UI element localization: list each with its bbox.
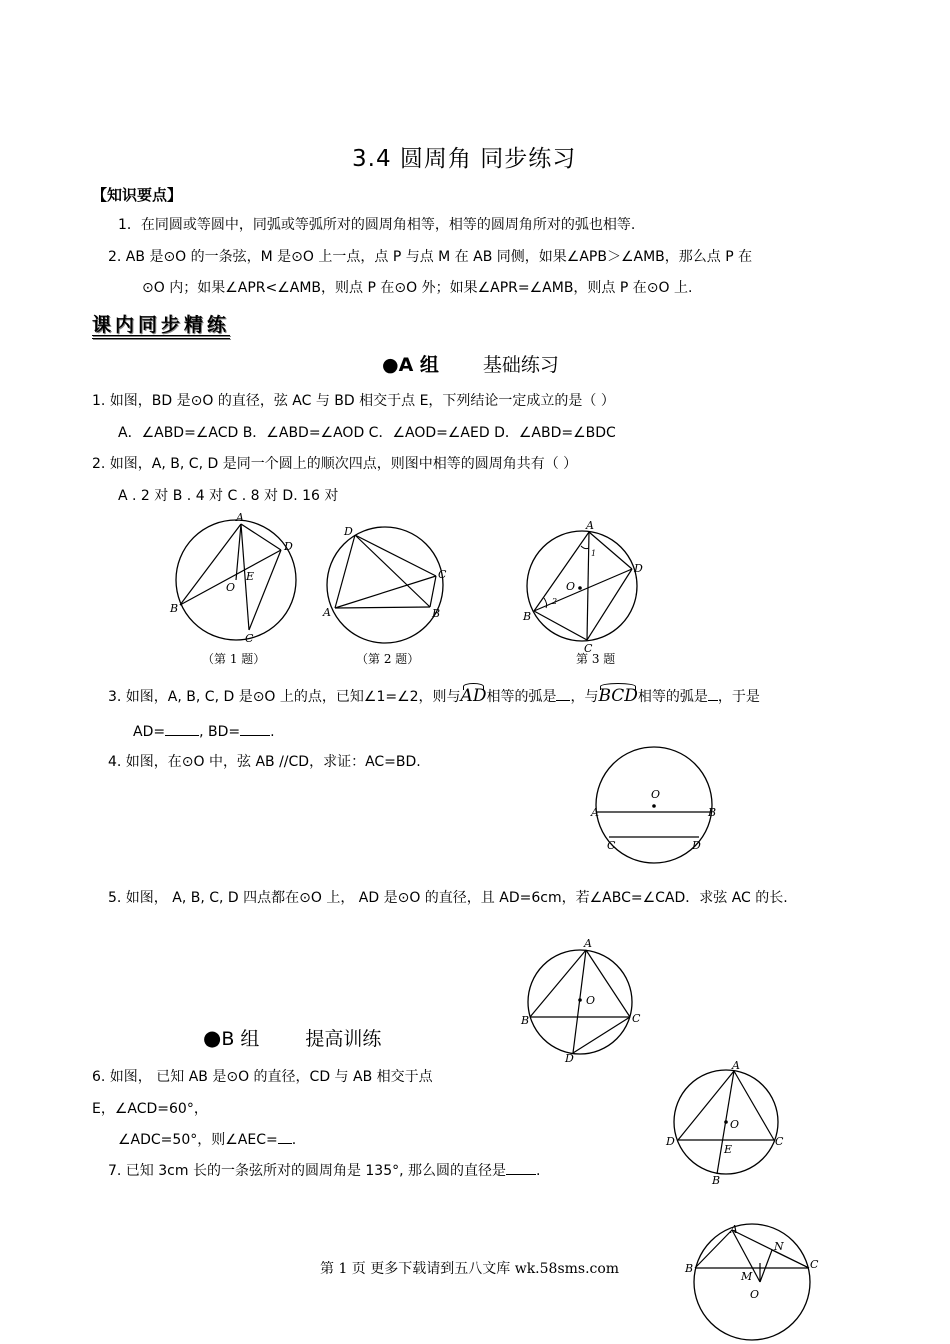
question-6-line-3 bbox=[118, 1129, 296, 1149]
answer-blank[interactable] bbox=[506, 1160, 536, 1175]
figure-3 bbox=[518, 520, 658, 670]
question-6-period: . bbox=[291, 1132, 297, 1148]
label-b: B bbox=[432, 607, 441, 620]
group-b-heading bbox=[203, 1024, 381, 1051]
figure-4 bbox=[588, 760, 728, 860]
question-6-line-1: 6. 如图， 已知 AB 是⊙O 的直径，CD 与 AB 相交于点 bbox=[92, 1069, 433, 1085]
group-a-heading bbox=[382, 350, 559, 377]
bullet-icon: ● bbox=[203, 1026, 222, 1050]
answer-blank[interactable] bbox=[240, 721, 270, 736]
figure-1-caption: （第 1 题） bbox=[202, 652, 266, 666]
question-3-text-a: 3. 如图，A, B, C, D 是⊙O 上的点，已知∠1=∠2，则与 bbox=[108, 689, 461, 705]
label-d: D bbox=[284, 540, 293, 553]
label-a: A bbox=[730, 1223, 738, 1236]
bullet-icon: ● bbox=[382, 354, 399, 376]
page-footer: 第 1 页 更多下载请到五八文库 wk.58sms.com bbox=[320, 1261, 620, 1277]
answer-blank[interactable] bbox=[708, 686, 718, 701]
label-c: C bbox=[438, 568, 447, 581]
figure-3-caption: 第 3 题 bbox=[576, 652, 616, 666]
label-c: C bbox=[775, 1135, 784, 1148]
label-n: N bbox=[774, 1240, 784, 1253]
figure-1 bbox=[160, 510, 310, 670]
group-b-name: B 组 bbox=[221, 1028, 260, 1050]
label-b: B bbox=[685, 1262, 694, 1275]
question-2-options: A . 2 对 B . 4 对 C . 8 对 D. 16 对 bbox=[118, 488, 339, 504]
figure-2 bbox=[318, 515, 468, 670]
label-d: D bbox=[565, 1052, 574, 1065]
group-b-subtitle: 提高训练 bbox=[305, 1028, 382, 1050]
question-4-stem: 4. 如图，在⊙O 中，弦 AB //CD，求证：AC=BD. bbox=[108, 754, 421, 770]
label-b: B bbox=[521, 1014, 530, 1027]
question-7-stem bbox=[108, 1160, 540, 1180]
label-o: O bbox=[750, 1288, 760, 1301]
label-o: O bbox=[730, 1118, 740, 1131]
answer-blank[interactable] bbox=[165, 721, 199, 736]
label-o: O bbox=[651, 788, 661, 801]
label-o: O bbox=[566, 580, 576, 593]
label-o: O bbox=[226, 581, 236, 594]
section-title: 课内同步精练 bbox=[92, 314, 231, 336]
label-a: A bbox=[586, 519, 594, 532]
figure-6 bbox=[660, 1060, 800, 1190]
question-5-stem: 5. 如图， A, B, C, D 四点都在⊙O 上， AD 是⊙O 的直径，且 AD=6cm，若∠ABC=∠CAD．求弦 AC 的长. bbox=[108, 890, 788, 906]
question-3-text-c: ，与 bbox=[570, 689, 599, 705]
question-1-options: A．∠ABD=∠ACD B．∠ABD=∠AOD C．∠AOD=∠AED D．∠ABD=∠BDC bbox=[118, 425, 616, 441]
label-a: A bbox=[732, 1059, 740, 1072]
question-7-text: 7. 已知 3cm 长的一条弦所对的圆周角是 135°, 那么圆的直径是 bbox=[108, 1163, 507, 1179]
label-e: E bbox=[246, 570, 255, 583]
knowledge-point-2-line-1: 2. AB 是⊙O 的一条弦，M 是⊙O 上一点，点 P 与点 M 在 AB 同侧，如果∠APB＞∠AMB，那么点 P 在 bbox=[108, 249, 753, 265]
label-a: A bbox=[591, 806, 599, 819]
figure-5 bbox=[518, 930, 658, 1070]
figure-7 bbox=[685, 1220, 830, 1344]
label-c: C bbox=[810, 1258, 819, 1271]
question-3-ad-label: AD= bbox=[133, 724, 166, 740]
knowledge-point-2-line-2: ⊙O 内；如果∠APR<∠AMB，则点 P 在⊙O 外；如果∠APR=∠AMB，则点 P 在⊙O 上. bbox=[142, 280, 693, 296]
answer-blank[interactable] bbox=[278, 1129, 292, 1144]
label-c: C bbox=[245, 632, 254, 645]
label-angle-1: 1 bbox=[591, 549, 597, 558]
question-3-line-2 bbox=[133, 721, 275, 740]
label-a: A bbox=[236, 511, 244, 524]
label-d: D bbox=[692, 839, 701, 852]
label-o: O bbox=[586, 994, 596, 1007]
label-a: A bbox=[323, 606, 331, 619]
question-3-text-e: ，于是 bbox=[717, 689, 760, 705]
label-b: B bbox=[170, 602, 179, 615]
question-7-period: . bbox=[536, 1163, 541, 1179]
label-b: B bbox=[712, 1174, 721, 1187]
label-angle-2: 2 bbox=[552, 597, 558, 606]
label-d: D bbox=[634, 562, 643, 575]
question-3-text-b: 相等的弧是 bbox=[486, 689, 557, 705]
group-a-subtitle: 基础练习 bbox=[482, 354, 559, 376]
question-6-line-2: E，∠ACD=60°， bbox=[92, 1101, 208, 1117]
arc-bcd: BCD bbox=[598, 686, 638, 706]
arc-ad: AD bbox=[460, 686, 487, 706]
label-d: D bbox=[666, 1135, 675, 1148]
question-2-stem: 2. 如图，A, B, C, D 是同一个圆上的顺次四点，则图中相等的圆周角共有（ ） bbox=[92, 456, 578, 472]
label-c: C bbox=[584, 642, 593, 655]
label-e: E bbox=[724, 1143, 733, 1156]
label-b: B bbox=[708, 806, 717, 819]
knowledge-point-1: 1．在同圆或等圆中，同弧或等弧所对的圆周角相等，相等的圆周角所对的弧也相等. bbox=[118, 217, 636, 233]
label-b: B bbox=[523, 610, 532, 623]
label-a: A bbox=[584, 937, 592, 950]
page-title: 3.4 圆周角 同步练习 bbox=[352, 146, 577, 172]
answer-blank[interactable] bbox=[556, 686, 570, 701]
question-3-bd-label: , BD= bbox=[199, 724, 241, 740]
knowledge-heading: 【知识要点】 bbox=[92, 186, 183, 204]
question-3-period: . bbox=[270, 724, 275, 740]
question-1-stem: 1. 如图，BD 是⊙O 的直径，弦 AC 与 BD 相交于点 E，下列结论一定成立的是（ ） bbox=[92, 393, 615, 409]
figure-2-caption: （第 2 题） bbox=[356, 652, 420, 666]
label-c: C bbox=[607, 839, 616, 852]
question-3-text-d: 相等的弧是 bbox=[637, 689, 708, 705]
label-m: M bbox=[741, 1270, 753, 1283]
question-6-text: ∠ADC=50°，则∠AEC= bbox=[118, 1132, 278, 1148]
label-d: D bbox=[344, 525, 353, 538]
group-a-name: A 组 bbox=[398, 354, 439, 376]
question-3-line-1 bbox=[108, 686, 760, 706]
label-c: C bbox=[632, 1012, 641, 1025]
